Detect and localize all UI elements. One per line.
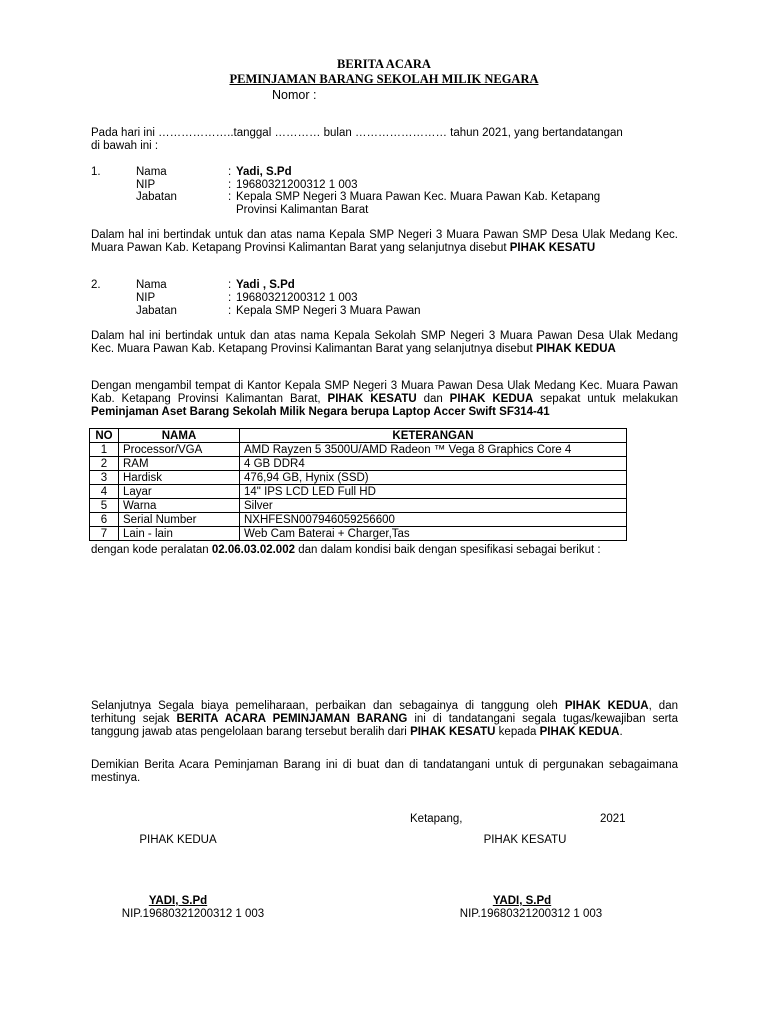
row-nama: Layar — [119, 485, 240, 499]
document-title: BERITA ACARA — [337, 57, 431, 71]
table-row — [90, 443, 627, 457]
signature-right-nip: NIP.19680321200312 1 003 — [459, 908, 603, 920]
party1-role: PIHAK KESATU — [509, 242, 596, 254]
header-no: NO — [90, 429, 119, 443]
equipment-code: 02.06.03.02.002 — [211, 544, 295, 556]
party2-role: PIHAK KEDUA — [535, 343, 616, 355]
party1-nama: Yadi, S.Pd — [236, 166, 292, 178]
place-city: Ketapang, — [410, 813, 463, 825]
table-row — [90, 457, 627, 471]
row-nama: Serial Number — [119, 513, 240, 527]
signature-right-name: YADI, S.Pd — [492, 895, 552, 907]
party2-description: Dalam hal ini bertindak untuk dan atas nama Kepala Sekolah SMP Negeri 3 Muara Pawan Desa Ulak Medang Kec. Muara Pawan Kab. Ketapang Provinsi Kalimantan Barat yang selanjutnya disebut PIHAK KEDUA — [91, 330, 678, 355]
row-keterangan: NXHFESN007946059256600 — [240, 513, 627, 527]
signature-right-role: PIHAK KESATU — [483, 834, 567, 846]
place-year: 2021 — [600, 813, 626, 825]
row-no: 7 — [90, 527, 119, 541]
signature-left-name: YADI, S.Pd — [148, 895, 208, 907]
party1-nip-colon: : — [228, 179, 232, 191]
row-nama: RAM — [119, 457, 240, 471]
row-no: 1 — [90, 443, 119, 457]
party2-jabatan-colon: : — [228, 305, 232, 317]
row-no: 4 — [90, 485, 119, 499]
party1-jabatan-colon: : — [228, 191, 232, 203]
party2-nama-colon: : — [228, 279, 232, 291]
row-nama: Hardisk — [119, 471, 240, 485]
table-row — [90, 485, 627, 499]
row-keterangan: 476,94 GB, Hynix (SSD) — [240, 471, 627, 485]
table-row — [90, 527, 627, 541]
table-row — [90, 513, 627, 527]
signature-left-nip: NIP.19680321200312 1 003 — [121, 908, 265, 920]
signature-left-role: PIHAK KEDUA — [139, 834, 217, 846]
row-keterangan: 14" IPS LCD LED Full HD — [240, 485, 627, 499]
table-row — [90, 499, 627, 513]
row-no: 5 — [90, 499, 119, 513]
row-keterangan: Web Cam Baterai + Charger,Tas — [240, 527, 627, 541]
row-nama: Warna — [119, 499, 240, 513]
document-number: Nomor : — [272, 88, 317, 102]
maintenance-paragraph: Selanjutnya Segala biaya pemeliharaan, perbaikan dan sebagainya di tanggung oleh PIHAK KEDUA, dan terhitung sejak BERITA ACARA PEMINJAMAN BARANG ini di tandatangani segala tugas/kewajiban serta tanggung jawab atas pengelolaan barang tersebut beralih dari PIHAK KESATU kepada PIHAK KEDUA. — [91, 700, 679, 738]
party1-jabatan-label: Jabatan — [136, 191, 177, 203]
row-keterangan: AMD Rayzen 5 3500U/AMD Radeon ™ Vega 8 Graphics Core 4 — [240, 443, 627, 457]
party1-number: 1. — [91, 166, 101, 178]
party1-nip-label: NIP — [136, 179, 156, 191]
row-keterangan: 4 GB DDR4 — [240, 457, 627, 471]
party2-nip-colon: : — [228, 292, 232, 304]
row-no: 6 — [90, 513, 119, 527]
party2-nip-label: NIP — [136, 292, 156, 304]
specification-table — [89, 428, 627, 541]
party1-jabatan-line2: Provinsi Kalimantan Barat — [236, 204, 369, 216]
intro-line-1: Pada hari ini ………………..tanggal ………… bulan …………………… tahun 2021, yang bertandatangan — [91, 127, 623, 139]
party2-number: 2. — [91, 279, 101, 291]
party1-nip: 19680321200312 1 003 — [236, 179, 358, 191]
row-no: 2 — [90, 457, 119, 471]
row-keterangan: Silver — [240, 499, 627, 513]
closing-paragraph: Demikian Berita Acara Peminjaman Barang ini di buat dan di tandatangani untuk di pergunakan sebagaimana mestinya. — [91, 759, 678, 784]
party2-nip: 19680321200312 1 003 — [236, 292, 358, 304]
party1-jabatan-line1: Kepala SMP Negeri 3 Muara Pawan Kec. Muara Pawan Kab. Ketapang — [236, 191, 601, 203]
agreement-paragraph: Dengan mengambil tempat di Kantor Kepala SMP Negeri 3 Muara Pawan Desa Ulak Medang Kec. Muara Pawan Kab. Ketapang Provinsi Kalimantan Barat, PIHAK KESATU dan PIHAK KEDUA sepakat untuk melakukan Peminjaman Aset Barang Sekolah Milik Negara berupa Laptop Accer Swift SF314-41 — [91, 380, 678, 418]
equipment-code-line: dengan kode peralatan 02.06.03.02.002 dan dalam kondisi baik dengan spesifikasi sebagai berikut : — [91, 544, 601, 556]
header-nama: NAMA — [119, 429, 240, 443]
party2-jabatan: Kepala SMP Negeri 3 Muara Pawan — [236, 305, 421, 317]
party2-jabatan-label: Jabatan — [136, 305, 177, 317]
party1-description: Dalam hal ini bertindak untuk dan atas nama Kepala SMP Negeri 3 Muara Pawan SMP Desa Ulak Medang Kec. Muara Pawan Kab. Ketapang Provinsi Kalimantan Barat yang selanjutnya disebut PIHAK KESATU — [91, 229, 678, 254]
row-nama: Processor/VGA — [119, 443, 240, 457]
party1-nama-label: Nama — [136, 166, 167, 178]
header-keterangan: KETERANGAN — [240, 429, 627, 443]
row-no: 3 — [90, 471, 119, 485]
document-subtitle: PEMINJAMAN BARANG SEKOLAH MILIK NEGARA — [229, 72, 539, 86]
intro-line-2: di bawah ini : — [91, 140, 159, 152]
table-header-row — [90, 429, 627, 443]
table-row — [90, 471, 627, 485]
party2-nama: Yadi , S.Pd — [236, 279, 295, 291]
party2-nama-label: Nama — [136, 279, 167, 291]
party1-nama-colon: : — [228, 166, 232, 178]
row-nama: Lain - lain — [119, 527, 240, 541]
